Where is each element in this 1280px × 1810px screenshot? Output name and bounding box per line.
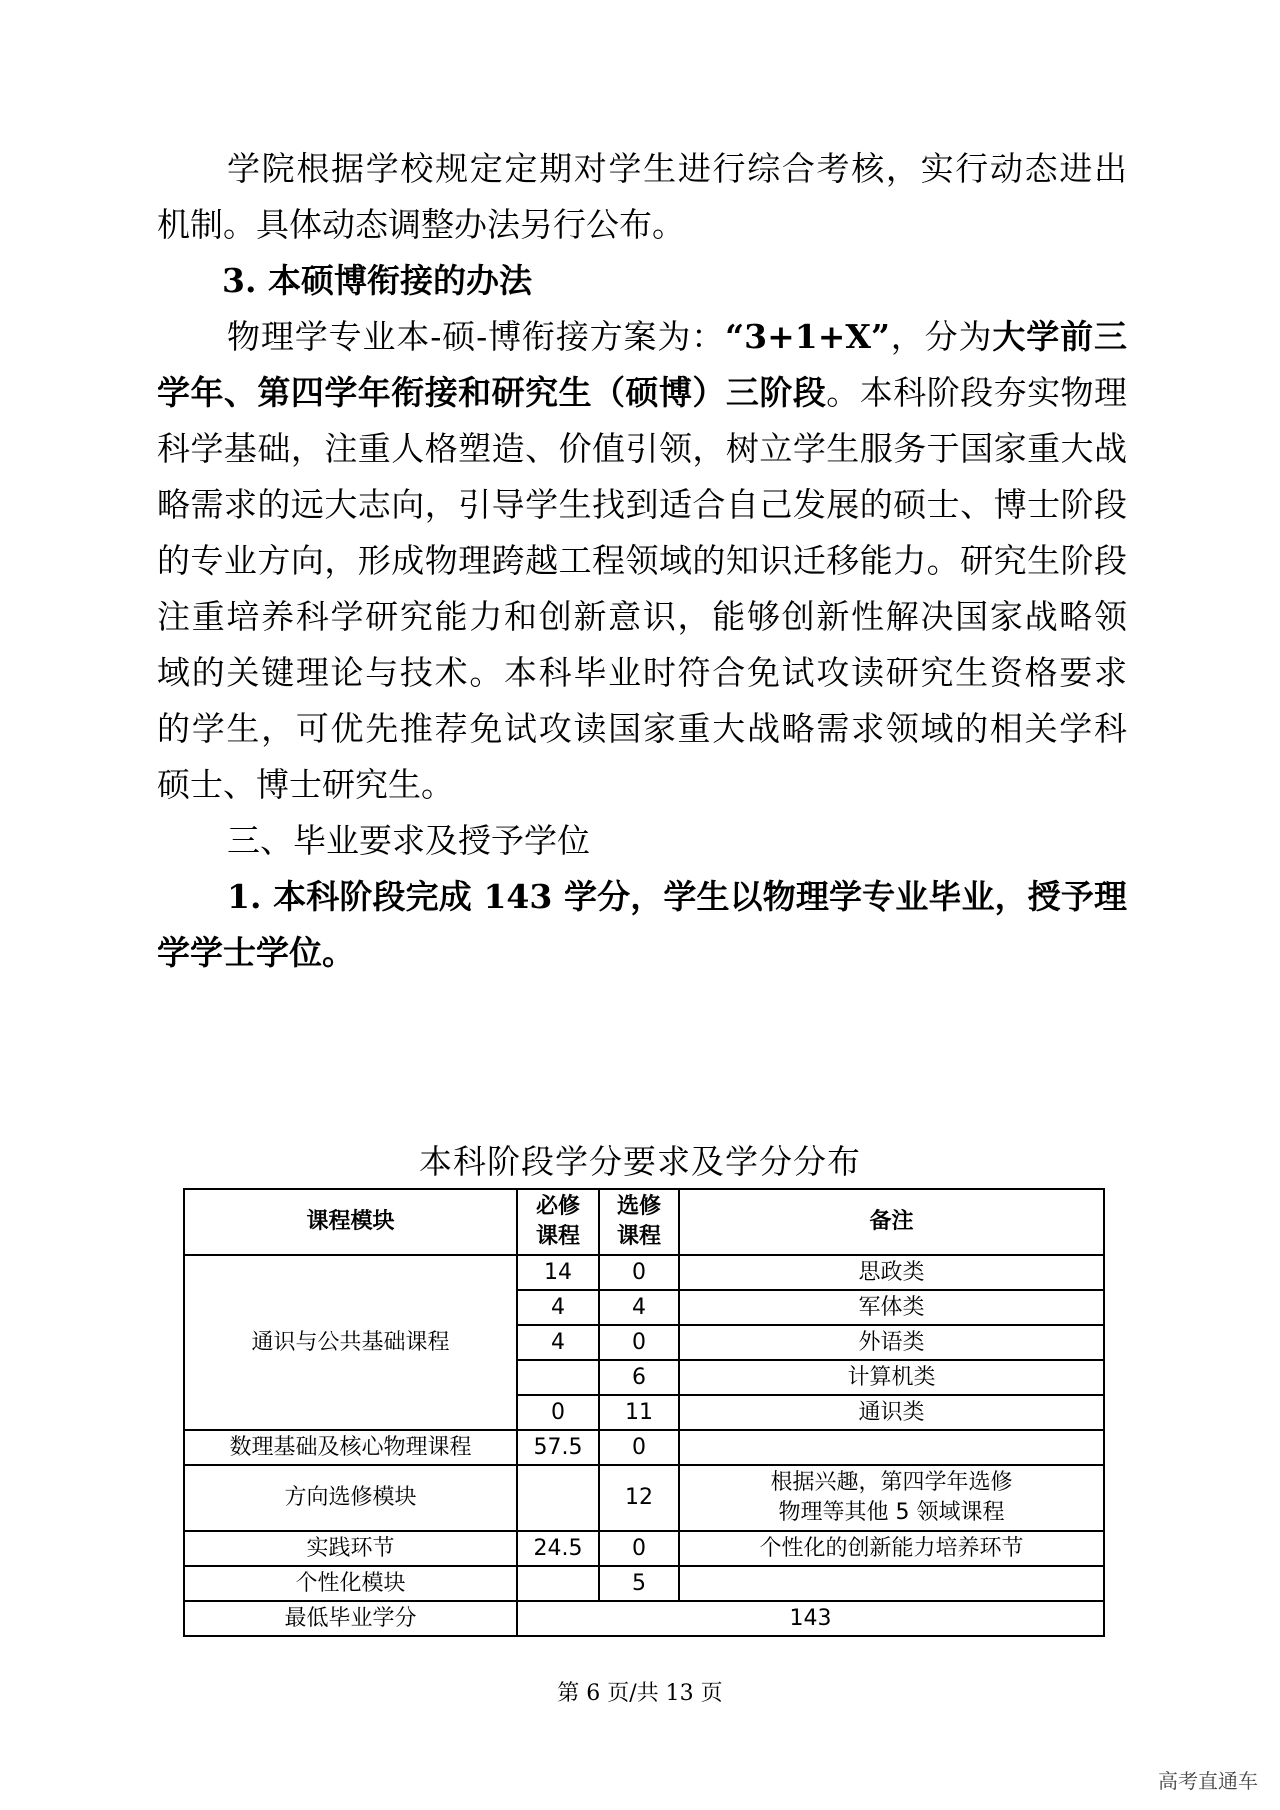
table-row: [184, 1601, 1104, 1636]
required-cell: 57.5: [517, 1430, 599, 1465]
required-cell: [517, 1360, 599, 1395]
subheading-3: 3. 本硕博衔接的办法: [222, 261, 532, 300]
watermark: 高考直通车: [1158, 1769, 1258, 1793]
header-elective: 选修 课程: [599, 1189, 679, 1255]
table-row: [184, 1465, 1104, 1531]
text-span: ，分为: [889, 317, 993, 356]
header-module: 课程模块: [184, 1189, 517, 1255]
required-cell: 0: [517, 1395, 599, 1430]
elective-cell: 0: [599, 1430, 679, 1465]
table-row: [184, 1430, 1104, 1465]
section-heading: 三、毕业要求及授予学位: [227, 821, 590, 860]
elective-cell: 5: [599, 1566, 679, 1601]
required-cell: 4: [517, 1325, 599, 1360]
bold-span: 大学前三: [992, 317, 1128, 356]
module-cell: 方向选修模块: [184, 1465, 517, 1531]
module-cell: 最低毕业学分: [184, 1601, 517, 1636]
elective-cell: 4: [599, 1290, 679, 1325]
paragraph-line: [157, 371, 1127, 415]
paragraph-line: 机制。具体动态调整办法另行公布。: [157, 205, 685, 244]
header-required: 必修 课程: [517, 1189, 599, 1255]
note-cell: 个性化的创新能力培养环节: [679, 1531, 1104, 1566]
page-footer: 第 6 页/共 13 页: [557, 1681, 723, 1706]
note-cell: 外语类: [679, 1325, 1104, 1360]
paragraph-line: 略需求的远大志向，引导学生找到适合自己发展的硕士、博士阶段: [157, 485, 1127, 524]
paragraph-line: 的专业方向，形成物理跨越工程领域的知识迁移能力。研究生阶段: [157, 541, 1127, 580]
required-cell: [517, 1566, 599, 1601]
elective-cell: 0: [599, 1325, 679, 1360]
item-1-line: 1. 本科阶段完成 143 学分，学生以物理学专业毕业，授予理: [227, 877, 1127, 916]
paragraph-line: 域的关键理论与技术。本科毕业时符合免试攻读研究生资格要求: [157, 653, 1127, 692]
module-cell: 通识与公共基础课程: [184, 1255, 517, 1430]
item-1-line: 学学士学位。: [157, 933, 355, 972]
paragraph-line: 学院根据学校规定定期对学生进行综合考核，实行动态进出: [227, 149, 1127, 188]
scheme-formula: “3+1+X”: [725, 317, 890, 356]
table-row: [184, 1255, 1104, 1290]
bold-span: 学年、第四学年衔接和研究生（硕博）三阶段: [157, 373, 827, 412]
elective-cell: 12: [599, 1465, 679, 1531]
paragraph-line: 硕士、博士研究生。: [157, 765, 454, 804]
note-cell: 通识类: [679, 1395, 1104, 1430]
text-span: 。本科阶段夯实物理: [826, 373, 1128, 412]
required-cell: 14: [517, 1255, 599, 1290]
elective-cell: 11: [599, 1395, 679, 1430]
module-cell: 个性化模块: [184, 1566, 517, 1601]
note-cell: [679, 1566, 1104, 1601]
required-cell: [517, 1465, 599, 1531]
note-cell: [679, 1430, 1104, 1465]
text-span: 物理学专业本-硕-博衔接方案为：: [227, 317, 726, 356]
paragraph-line: 的学生，可优先推荐免试攻读国家重大战略需求领域的相关学科: [157, 709, 1127, 748]
table-caption: 本科阶段学分要求及学分分布: [419, 1142, 861, 1181]
total-credits-cell: 143: [517, 1601, 1104, 1636]
note-cell: 根据兴趣，第四学年选修 物理等其他 5 领域课程: [679, 1465, 1104, 1531]
note-cell: 军体类: [679, 1290, 1104, 1325]
elective-cell: 0: [599, 1255, 679, 1290]
table-row: [184, 1531, 1104, 1566]
module-cell: 数理基础及核心物理课程: [184, 1430, 517, 1465]
paragraph-line: 注重培养科学研究能力和创新意识，能够创新性解决国家战略领: [157, 597, 1127, 636]
note-cell: 思政类: [679, 1255, 1104, 1290]
elective-cell: 0: [599, 1531, 679, 1566]
table-row: [184, 1566, 1104, 1601]
required-cell: 4: [517, 1290, 599, 1325]
credit-table: [183, 1188, 1105, 1637]
required-cell: 24.5: [517, 1531, 599, 1566]
note-cell: 计算机类: [679, 1360, 1104, 1395]
header-note: 备注: [679, 1189, 1104, 1255]
module-cell: 实践环节: [184, 1531, 517, 1566]
elective-cell: 6: [599, 1360, 679, 1395]
paragraph-line: 科学基础，注重人格塑造、价值引领，树立学生服务于国家重大战: [157, 429, 1127, 468]
paragraph-line: [227, 315, 1127, 359]
table-header-row: [184, 1189, 1104, 1255]
